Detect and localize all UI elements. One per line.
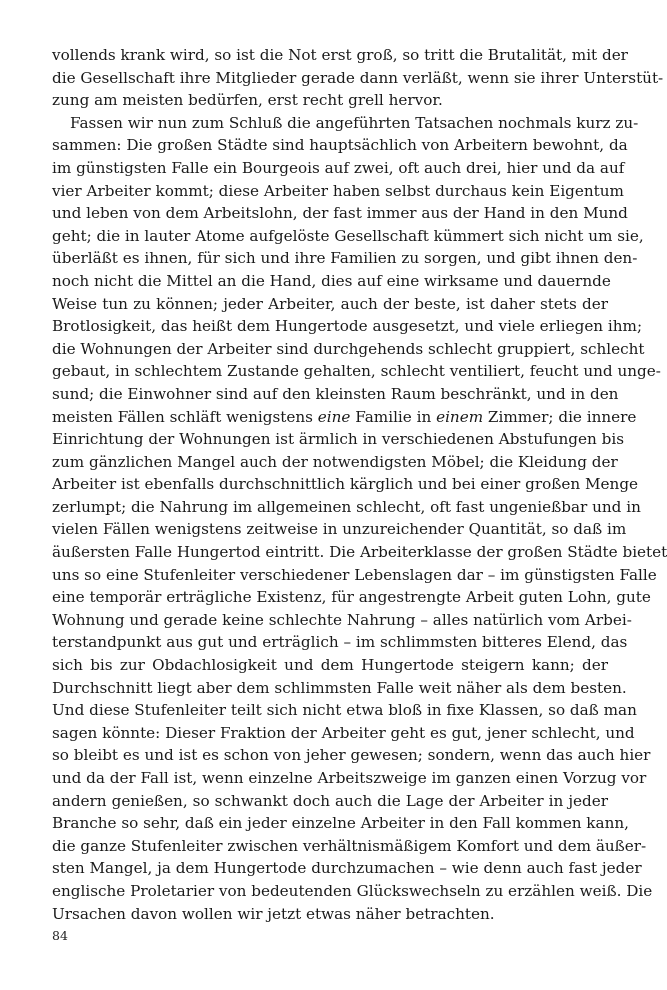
text-line: Einrichtung der Wohnungen ist ärmlich in verschiedenen Abstufungen bis: [52, 430, 624, 449]
text-line: im günstigsten Falle ein Bourgeois auf zwei, oft auch drei, hier und da auf: [52, 158, 625, 177]
text-line: terstandpunkt aus gut und erträglich – im schlimmsten bitteres Elend, das: [52, 633, 628, 652]
emphasis-einem: einem: [436, 407, 484, 426]
text-line: Ursachen davon wollen wir jetzt etwas näher betrachten.: [52, 904, 495, 923]
text-line: so bleibt es und ist es schon von jeher gewesen; sondern, wenn das auch hier: [52, 746, 651, 765]
text-line: die ganze Stufenleiter zwischen verhältnismäßigem Komfort und dem äußer-: [52, 836, 647, 855]
text-line: vollends krank wird, so ist die Not erst groß, so tritt die Brutalität, mit der: [52, 46, 628, 64]
text-line: äußersten Falle Hungertod eintritt. Die Arbeiterklasse der großen Städte bietet: [52, 543, 667, 562]
text-line: Und diese Stufenleiter teilt sich nicht etwa bloß in fixe Klassen, so daß man: [52, 701, 637, 720]
text-line: eine temporär erträgliche Existenz, für angestrengte Arbeit guten Lohn, gute: [52, 588, 651, 607]
text-line: Durchschnitt liegt aber dem schlimmsten Falle weit näher als dem besten.: [52, 678, 627, 697]
text-line: vielen Fällen wenigstens zeitweise in unzureichender Quantität, so daß im: [52, 520, 627, 539]
body-text: [52, 44, 667, 925]
text-line: Weise tun zu können; jeder Arbeiter, auch der beste, ist daher stets der: [52, 294, 608, 313]
text-line: Wohnung und gerade keine schlechte Nahrung – alles natürlich vom Arbei-: [52, 610, 632, 629]
text-segment: Familie in: [350, 407, 437, 426]
text-line: Brotlosigkeit, das heißt dem Hungertode ausgesetzt, und viele erliegen ihm;: [52, 317, 643, 336]
text-line: sagen könnte: Dieser Fraktion der Arbeiter geht es gut, jener schlecht, und: [52, 723, 635, 742]
text-line: zung am meisten bedürfen, erst recht grell hervor.: [52, 91, 443, 110]
text-line: zum gänzlichen Mangel auch der notwendigsten Möbel; die Kleidung der: [52, 452, 618, 471]
text-line: gebaut, in schlechtem Zustande gehalten, schlecht ventiliert, feucht und unge-: [52, 362, 661, 381]
text-line: Fassen wir nun zum Schluß die angeführten Tatsachen nochmals kurz zu-: [70, 113, 639, 132]
text-line: sammen: Die großen Städte sind hauptsächlich von Arbeitern bewohnt, da: [52, 136, 628, 155]
text-segment: Zimmer; die innere: [483, 407, 637, 426]
text-line: die Wohnungen der Arbeiter sind durchgehends schlecht gruppiert, schlecht: [52, 339, 645, 358]
text-line: Arbeiter ist ebenfalls durchschnittlich kärglich und bei einer großen Menge: [52, 475, 639, 494]
text-line-with-emphasis: [52, 406, 637, 429]
text-line: uns so eine Stufenleiter verschiedener Lebenslagen dar – im günstigsten Falle: [52, 565, 657, 584]
text-line: und da der Fall ist, wenn einzelne Arbeitszweige im ganzen einen Vorzug vor: [52, 769, 647, 787]
text-line: geht; die in lauter Atome aufgelöste Gesellschaft kümmert sich nicht um sie,: [52, 226, 644, 245]
text-line: und leben von dem Arbeitslohn, der fast immer aus der Hand in den Mund: [52, 204, 628, 223]
text-line: sten Mangel, ja dem Hungertode durchzumachen – wie denn auch fast jeder: [52, 859, 642, 878]
text-line: andern genießen, so schwankt doch auch die Lage der Arbeiter in jeder: [52, 791, 608, 810]
text-line: englische Proletarier von bedeutenden Glückswechseln zu erzählen weiß. Die: [52, 881, 653, 900]
emphasis-eine: eine: [317, 407, 351, 426]
text-line: überläßt es ihnen, für sich und ihre Familien zu sorgen, und gibt ihnen den-: [52, 249, 638, 268]
page-number: 84: [52, 928, 68, 943]
text-segment: meisten Fällen schläft wenigstens: [52, 407, 318, 426]
text-line: vier Arbeiter kommt; diese Arbeiter haben selbst durchaus kein Eigentum: [52, 181, 624, 200]
text-line: noch nicht die Mittel an die Hand, dies auf eine wirksame und dauernde: [52, 271, 611, 290]
text-line: sich bis zur Obdachlosigkeit und dem Hungertode steigern kann; der: [52, 656, 608, 675]
text-line: die Gesellschaft ihre Mitglieder gerade dann verläßt, wenn sie ihrer Unterstüt-: [52, 68, 664, 87]
text-line: zerlumpt; die Nahrung im allgemeinen schlecht, oft fast ungenießbar und in: [52, 497, 641, 516]
text-line: Branche so sehr, daß ein jeder einzelne Arbeiter in den Fall kommen kann,: [52, 814, 629, 833]
text-line: sund; die Einwohner sind auf den kleinsten Raum beschränkt, und in den: [52, 384, 619, 403]
